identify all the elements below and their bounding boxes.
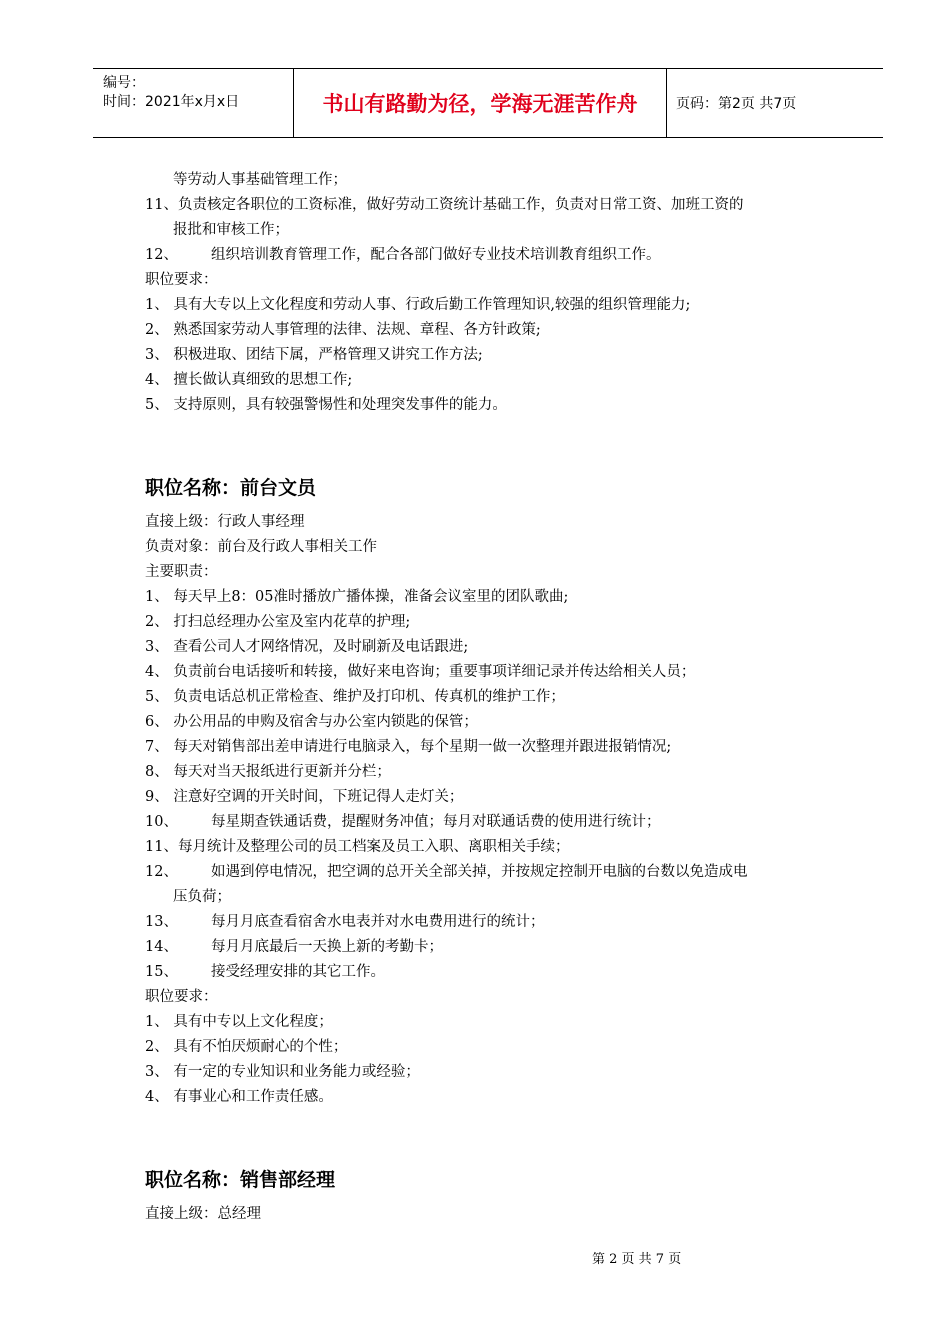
list-item-continuation: 报批和审核工作； [173,222,289,238]
page-footer: 第 2 页 共 7 页 [592,1252,682,1267]
duty-item: 10、 每星期查铁通话费，提醒财务冲值；每月对联通话费的使用进行统计； [145,814,661,830]
list-item: 11、负责核定各职位的工资标准，做好劳动工资统计基础工作，负责对日常工资、加班工资的 [145,197,744,213]
duty-item: 12、 如遇到停电情况，把空调的总开关全部关掉，并按规定控制开电脑的台数以免造成电 [145,864,748,880]
requirement-item: 2、 具有不怕厌烦耐心的个性； [145,1039,348,1055]
requirement-item: 4、 擅长做认真细致的思想工作; [145,372,353,388]
duty-item: 14、 每月月底最后一天换上新的考勤卡； [145,939,443,955]
superior-line: 直接上级：行政人事经理 [145,514,305,530]
duty-item: 5、 负责电话总机正常检查、维护及打印机、传真机的维护工作； [145,689,565,705]
requirement-item: 4、 有事业心和工作责任感。 [145,1089,333,1105]
number-label: 编号： [103,75,145,91]
requirement-item: 2、 熟悉国家劳动人事管理的法律、法规、章程、各方针政策; [145,322,541,338]
target-line: 负责对象：前台及行政人事相关工作 [145,539,377,555]
duty-item: 8、 每天对当天报纸进行更新并分栏； [145,764,391,780]
duty-item: 6、 办公用品的申购及宿舍与办公室内锁匙的保管； [145,714,478,730]
requirement-item: 5、 支持原则，具有较强警惕性和处理突发事件的能力。 [145,397,507,413]
section-title: 职位名称：销售部经理 [145,1169,336,1191]
requirement-item: 3、 有一定的专业知识和业务能力或经验； [145,1064,420,1080]
list-item: 等劳动人事基础管理工作； [173,172,347,188]
duty-item: 13、 每月月底查看宿舍水电表并对水电费用进行的统计； [145,914,545,930]
requirement-item: 1、 具有中专以上文化程度； [145,1014,333,1030]
duty-item: 3、 查看公司人才网络情况，及时刷新及电话跟进; [145,639,469,655]
page-header [93,68,883,138]
duty-item: 4、 负责前台电话接听和转接，做好来电咨询；重要事项详细记录并传达给相关人员； [145,664,696,680]
time-label: 时间：2021年x月x日 [103,94,240,110]
requirements-label: 职位要求： [145,989,218,1005]
duty-item: 7、 每天对销售部出差申请进行电脑录入，每个星期一做一次整理并跟进报销情况; [145,739,672,755]
requirements-label: 职位要求： [145,272,218,288]
duty-item-continuation: 压负荷； [173,889,231,905]
requirement-item: 1、 具有大专以上文化程度和劳动人事、行政后勤工作管理知识,较强的组织管理能力; [145,297,691,313]
duties-label: 主要职责： [145,564,218,580]
header-meta [93,69,294,137]
list-item: 12、 组织培训教育管理工作，配合各部门做好专业技术培训教育组织工作。 [145,247,661,263]
header-motto: 书山有路勤为径，学海无涯苦作舟 [294,69,667,137]
duty-item: 11、每月统计及整理公司的员工档案及员工入职、离职相关手续； [145,839,570,855]
requirement-item: 3、 积极进取、团结下属，严格管理又讲究工作方法; [145,347,483,363]
duty-item: 2、 打扫总经理办公室及室内花草的护理; [145,614,411,630]
document-body [145,168,845,1227]
section-title: 职位名称：前台文员 [145,477,317,499]
duty-item: 9、 注意好空调的开关时间，下班记得人走灯关； [145,789,464,805]
duty-item: 15、 接受经理安排的其它工作。 [145,964,385,980]
superior-line: 直接上级：总经理 [145,1206,261,1222]
header-page-label: 页码：第2页 共7页 [676,96,797,112]
duty-item: 1、 每天早上8：05准时播放广播体操，准备会议室里的团队歌曲; [145,589,569,605]
